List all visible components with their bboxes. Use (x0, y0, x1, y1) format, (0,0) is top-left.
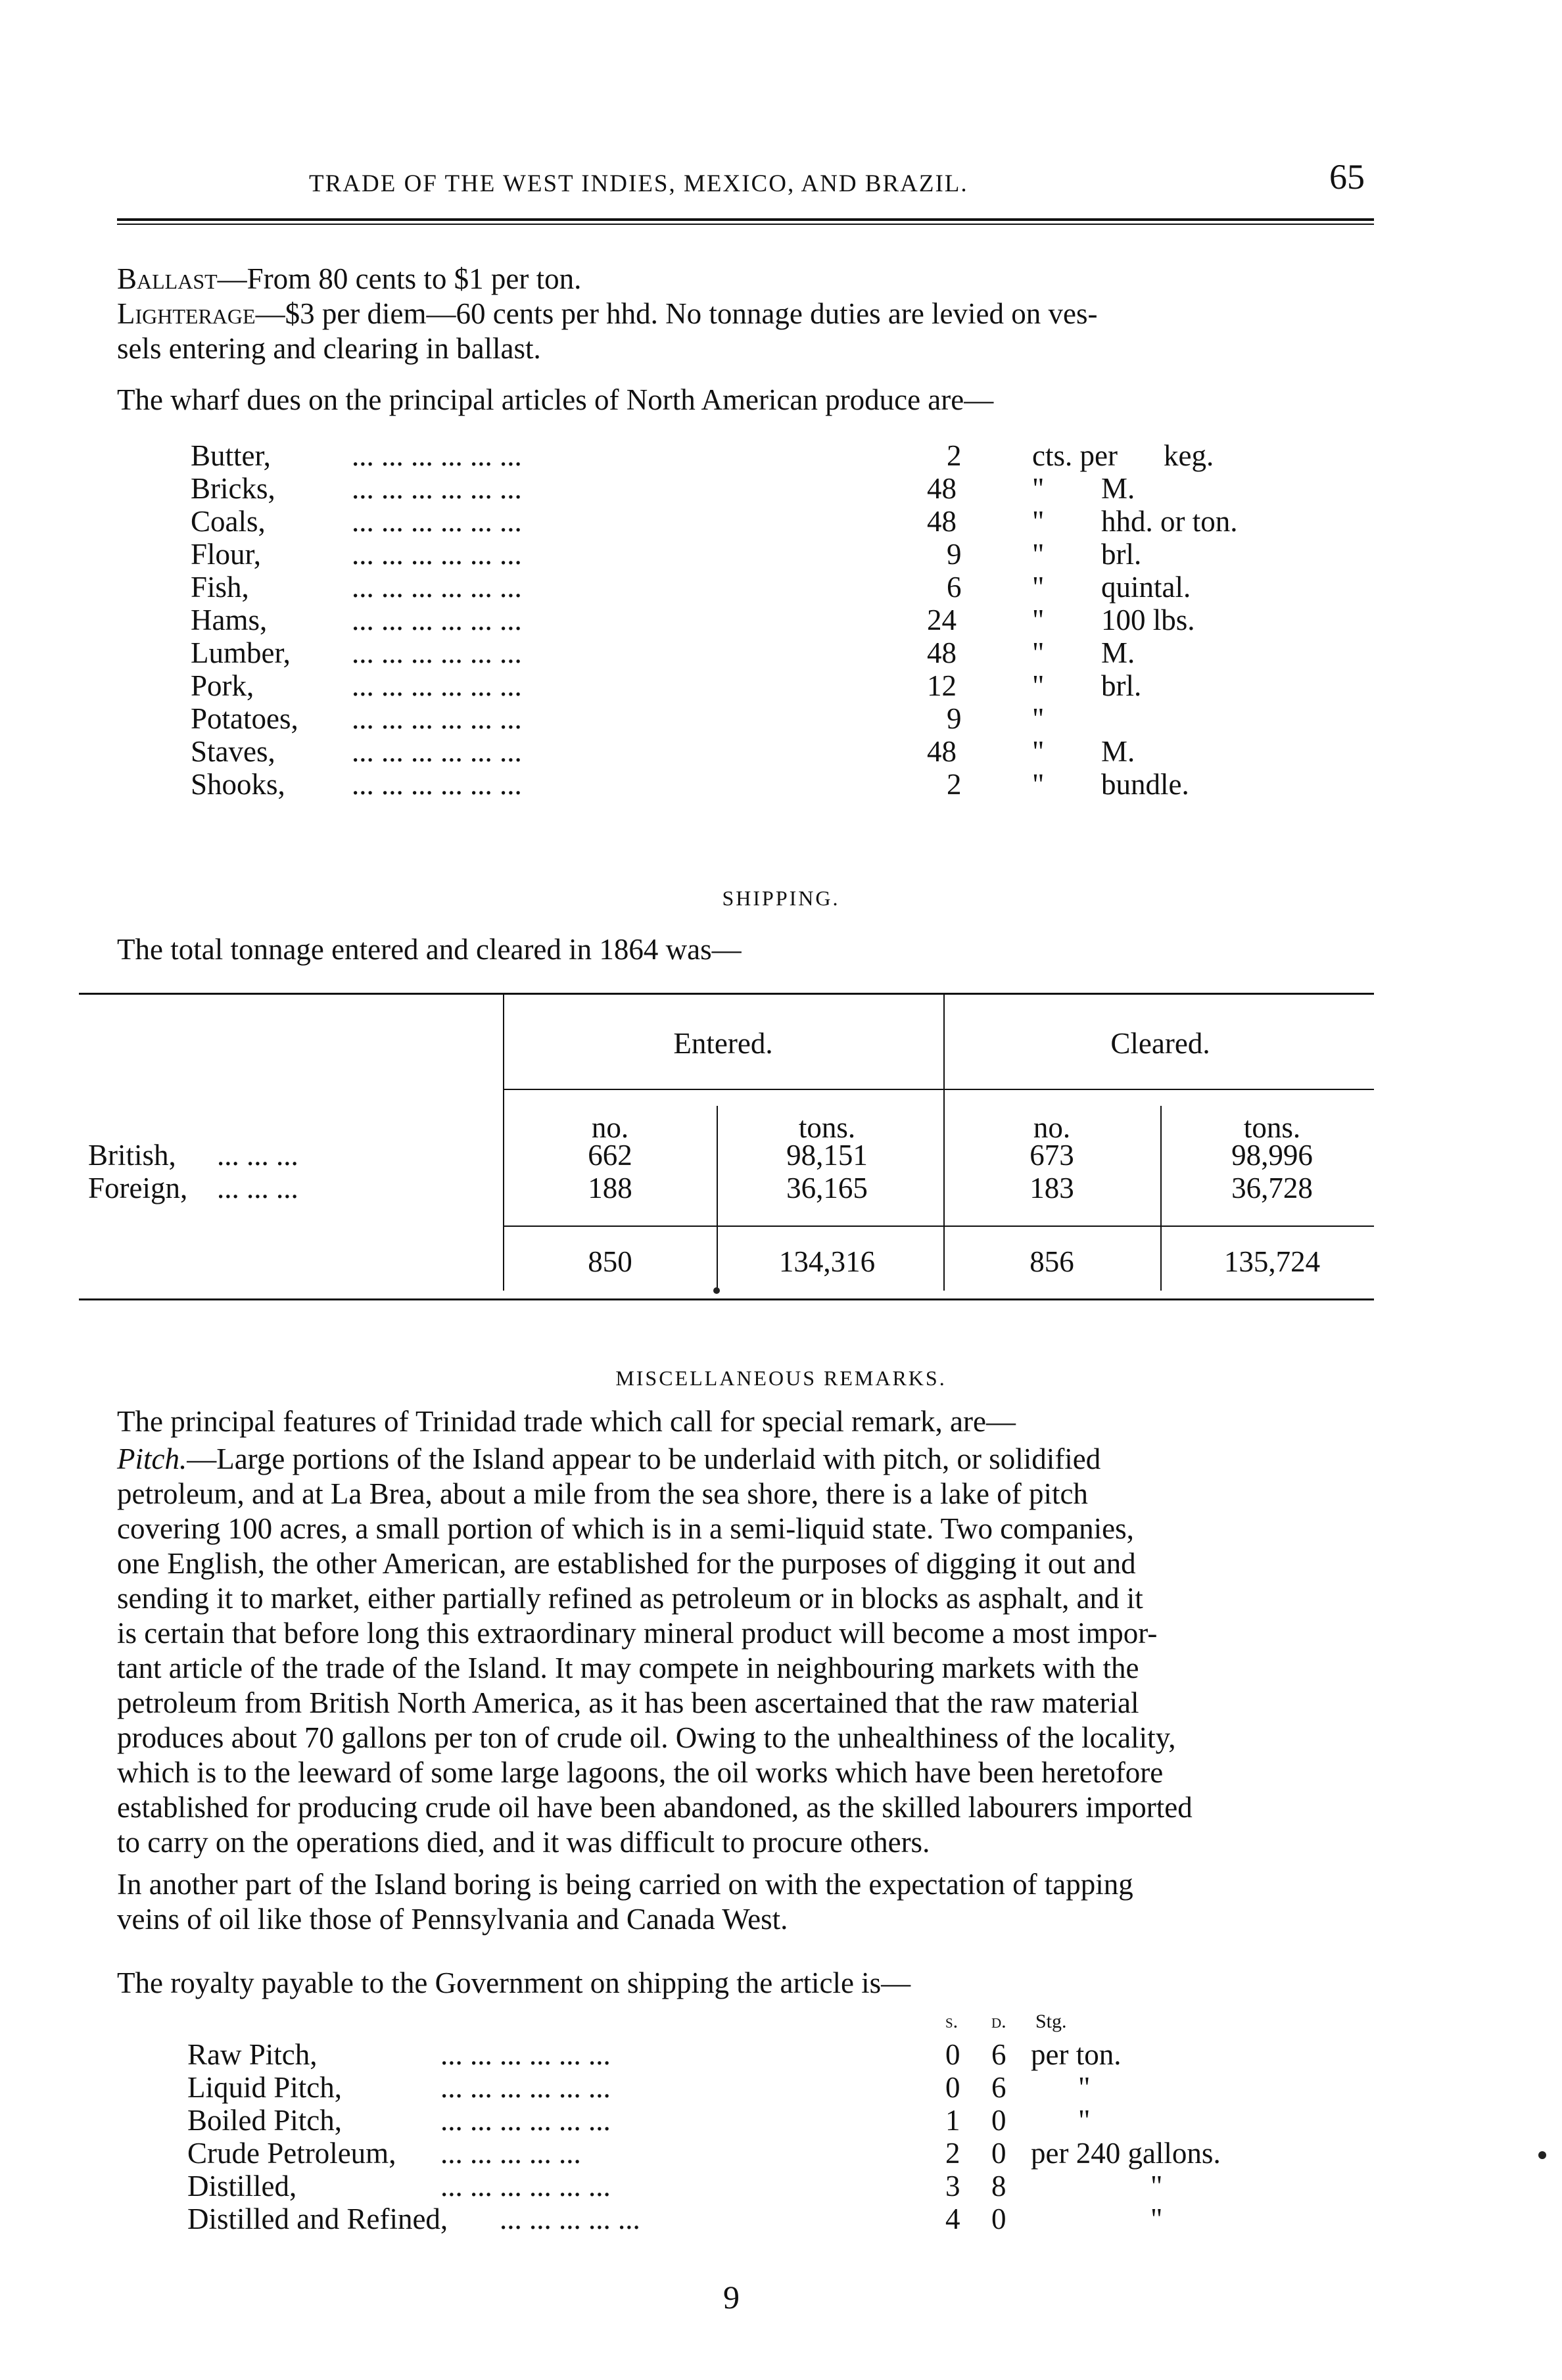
list-item (0, 2038, 1562, 2071)
article: Potatoes, (191, 702, 298, 735)
list-item (0, 2202, 1562, 2235)
rate: " (1078, 2071, 1091, 2104)
header-rule (117, 218, 1374, 221)
amount: 48 (927, 472, 957, 505)
entered-no: 188 (588, 1172, 632, 1204)
pence: 0 (991, 2104, 1006, 2137)
leader-dots: ... ... ... ... ... ... (352, 604, 522, 636)
per-unit: M. (1101, 636, 1135, 669)
article: Raw Pitch, (187, 2038, 318, 2071)
ballast-label: Ballast (117, 262, 218, 295)
cleared-no: 183 (1030, 1172, 1074, 1204)
list-item (0, 636, 1562, 669)
unit: " (1032, 735, 1045, 768)
lighterage-line2: sels entering and clearing in ballast. (117, 332, 541, 365)
article: Flour, (191, 538, 261, 571)
article: Pork, (191, 669, 254, 702)
leader-dots: ... ... ... ... ... ... (352, 439, 522, 472)
table-top-rule (79, 993, 1374, 995)
running-head: TRADE OF THE WEST INDIES, MEXICO, AND BRAZIL. (309, 170, 968, 197)
amount: 9 (947, 538, 962, 571)
leader-dots: ... ... ... ... ... ... (440, 2071, 611, 2104)
pitch-label: Pitch. (117, 1442, 187, 1475)
pitch-line: sending it to market, either partially refined as petroleum or in blocks as asphalt, and it (117, 1582, 1143, 1615)
leader-dots: ... ... ... ... ... ... (352, 636, 522, 669)
pence: 0 (991, 2202, 1006, 2235)
leader-dots: ... ... ... ... ... ... (352, 768, 522, 801)
leader-dots: ... ... ... ... ... ... (440, 2038, 611, 2071)
list-item (0, 505, 1562, 538)
unit: " (1032, 472, 1045, 505)
lighterage-text-line1: —$3 per diem—60 cents per hhd. No tonnage duties are levied on ves- (255, 297, 1098, 330)
ink-speck (713, 1287, 720, 1294)
column-header-entered-tons: tons. (798, 1111, 856, 1144)
pitch-line: which is to the leeward of some large lagoons, the oil works which have been heretofore (117, 1756, 1164, 1789)
unit: " (1032, 702, 1045, 735)
article: Distilled and Refined, (187, 2202, 448, 2235)
column-header-shillings: s. (945, 2011, 958, 2032)
signature-mark: 9 (723, 2279, 740, 2316)
remarks-title: MISCELLANEOUS REMARKS. (615, 1366, 947, 1390)
pence: 0 (991, 2137, 1006, 2170)
per-unit: bundle. (1101, 768, 1189, 801)
leader-dots: ... ... ... ... ... ... (352, 571, 522, 604)
article: Distilled, (187, 2170, 297, 2202)
article: Boiled Pitch, (187, 2104, 342, 2137)
amount: 2 (947, 439, 962, 472)
row-label: British, (88, 1139, 176, 1172)
list-item (0, 604, 1562, 636)
leader-dots: ... ... ... ... ... ... (352, 505, 522, 538)
leader-dots: ... ... ... ... ... ... (440, 2170, 611, 2202)
rate: " (1150, 2170, 1163, 2202)
page-number: 65 (1329, 157, 1365, 197)
article: Staves, (191, 735, 275, 768)
table-bottom-rule (79, 1298, 1374, 1300)
royalty-intro: The royalty payable to the Government on shipping the article is— (117, 1966, 911, 1999)
table-divider (943, 995, 945, 1291)
leader-dots: ... ... ... ... ... (500, 2202, 640, 2235)
per-unit: keg. (1164, 439, 1214, 472)
ink-speck (1538, 2151, 1546, 2159)
list-item (0, 571, 1562, 604)
shillings: 0 (945, 2071, 960, 2104)
rate: per 240 gallons. (1031, 2137, 1221, 2170)
total-entered-no: 850 (588, 1245, 632, 1278)
entered-tons: 98,151 (786, 1139, 868, 1172)
shillings: 1 (945, 2104, 960, 2137)
pitch-line: tant article of the trade of the Island. It may compete in neighbouring markets with the (117, 1652, 1139, 1684)
leader-dots: ... ... ... ... ... ... (352, 669, 522, 702)
unit: " (1032, 669, 1045, 702)
boring-line: veins of oil like those of Pennsylvania and Canada West. (117, 1903, 788, 1936)
list-item (0, 735, 1562, 768)
list-item (0, 2104, 1562, 2137)
rate: " (1150, 2202, 1163, 2235)
amount: 48 (927, 636, 957, 669)
article: Lumber, (191, 636, 291, 669)
cleared-no: 673 (1030, 1139, 1074, 1172)
total-cleared-no: 856 (1030, 1245, 1074, 1278)
pitch-line: established for producing crude oil have been abandoned, as the skilled labourers imported (117, 1791, 1193, 1824)
article: Shooks, (191, 768, 285, 801)
column-header-cleared-tons: tons. (1243, 1111, 1301, 1144)
unit: " (1032, 636, 1045, 669)
column-group-cleared: Cleared. (1110, 1027, 1210, 1060)
pitch-line: to carry on the operations died, and it was difficult to procure others. (117, 1826, 930, 1859)
header-rule-thin (117, 224, 1374, 225)
shillings: 3 (945, 2170, 960, 2202)
leader-dots: ... ... ... (217, 1139, 298, 1172)
row-label: Foreign, (88, 1172, 188, 1204)
total-cleared-tons: 135,724 (1223, 1245, 1321, 1278)
amount: 24 (927, 604, 957, 636)
pitch-line (117, 1442, 1374, 1477)
leader-dots: ... ... ... ... ... ... (352, 472, 522, 505)
entered-tons: 36,165 (786, 1172, 868, 1204)
leader-dots: ... ... ... ... ... ... (440, 2104, 611, 2137)
table-group-rule (503, 1089, 1374, 1090)
pitch-line: produces about 70 gallons per ton of crude oil. Owing to the unhealthiness of the locality, (117, 1721, 1176, 1754)
ballast-text: —From 80 cents to $1 per ton. (217, 262, 582, 295)
shillings: 0 (945, 2038, 960, 2071)
unit: " (1032, 768, 1045, 801)
column-header-pence: d. (991, 2011, 1006, 2032)
list-item (0, 669, 1562, 702)
amount: 48 (927, 735, 957, 768)
amount: 12 (927, 669, 957, 702)
pence: 8 (991, 2170, 1006, 2202)
list-item (0, 538, 1562, 571)
amount: 6 (947, 571, 962, 604)
pence: 6 (991, 2038, 1006, 2071)
list-item (0, 2071, 1562, 2104)
article: Coals, (191, 505, 266, 538)
table-divider (1160, 1106, 1162, 1291)
cleared-tons: 98,996 (1231, 1139, 1313, 1172)
pitch-line: covering 100 acres, a small portion of which is in a semi-liquid state. Two companies, (117, 1512, 1134, 1545)
per-unit: hhd. or ton. (1101, 505, 1238, 538)
amount: 9 (947, 702, 962, 735)
per-unit: brl. (1101, 538, 1142, 571)
unit: " (1032, 505, 1045, 538)
column-header-sterling: Stg. (1035, 2011, 1067, 2032)
list-item (0, 2137, 1562, 2170)
leader-dots: ... ... ... (217, 1172, 298, 1204)
unit: " (1032, 604, 1045, 636)
leader-dots: ... ... ... ... ... ... (352, 702, 522, 735)
remarks-intro: The principal features of Trinidad trade which call for special remark, are— (117, 1405, 1016, 1438)
shillings: 2 (945, 2137, 960, 2170)
royalty-column-headers (0, 2005, 1562, 2038)
article: Crude Petroleum, (187, 2137, 396, 2170)
list-item (0, 768, 1562, 801)
shipping-title: SHIPPING. (722, 886, 840, 910)
leader-dots: ... ... ... ... ... (440, 2137, 581, 2170)
lighterage-paragraph (117, 297, 1374, 331)
leader-dots: ... ... ... ... ... ... (352, 538, 522, 571)
unit: " (1032, 571, 1045, 604)
pitch-line: one English, the other American, are established for the purposes of digging it out and (117, 1547, 1136, 1580)
per-unit: M. (1101, 735, 1135, 768)
table-divider (503, 995, 504, 1291)
column-header-entered-no: no. (591, 1111, 629, 1144)
table-sum-rule (503, 1226, 1374, 1227)
list-item (0, 2170, 1562, 2202)
unit: cts. per (1032, 439, 1118, 472)
per-unit: 100 lbs. (1101, 604, 1195, 636)
pitch-line: is certain that before long this extraordinary mineral product will become a most impor- (117, 1617, 1158, 1650)
rate: per ton. (1031, 2038, 1122, 2071)
ballast-paragraph (117, 262, 1374, 297)
pence: 6 (991, 2071, 1006, 2104)
list-item (0, 702, 1562, 735)
rate: " (1078, 2104, 1091, 2137)
shipping-intro: The total tonnage entered and cleared in 1864 was— (117, 933, 742, 966)
lighterage-label: Lighterage (117, 297, 256, 330)
article: Butter, (191, 439, 271, 472)
per-unit: M. (1101, 472, 1135, 505)
unit: " (1032, 538, 1045, 571)
article: Liquid Pitch, (187, 2071, 342, 2104)
cleared-tons: 36,728 (1231, 1172, 1313, 1204)
entered-no: 662 (588, 1139, 632, 1172)
amount: 2 (947, 768, 962, 801)
list-item (0, 472, 1562, 505)
amount: 48 (927, 505, 957, 538)
pitch-line: petroleum from British North America, as it has been ascertained that the raw material (117, 1686, 1139, 1719)
column-header-cleared-no: no. (1033, 1111, 1071, 1144)
boring-line: In another part of the Island boring is being carried on with the expectation of tapping (117, 1868, 1133, 1901)
per-unit: quintal. (1101, 571, 1191, 604)
leader-dots: ... ... ... ... ... ... (352, 735, 522, 768)
pitch-text: —Large portions of the Island appear to be underlaid with pitch, or solidified (187, 1442, 1101, 1475)
wharf-dues-intro: The wharf dues on the principal articles of North American produce are— (117, 383, 994, 416)
article: Hams, (191, 604, 268, 636)
shillings: 4 (945, 2202, 960, 2235)
article: Bricks, (191, 472, 275, 505)
total-entered-tons: 134,316 (778, 1245, 876, 1278)
table-divider (717, 1106, 718, 1291)
list-item (0, 439, 1562, 472)
article: Fish, (191, 571, 249, 604)
pitch-line: petroleum, and at La Brea, about a mile from the sea shore, there is a lake of pitch (117, 1477, 1088, 1510)
column-group-entered: Entered. (673, 1027, 773, 1060)
per-unit: brl. (1101, 669, 1142, 702)
